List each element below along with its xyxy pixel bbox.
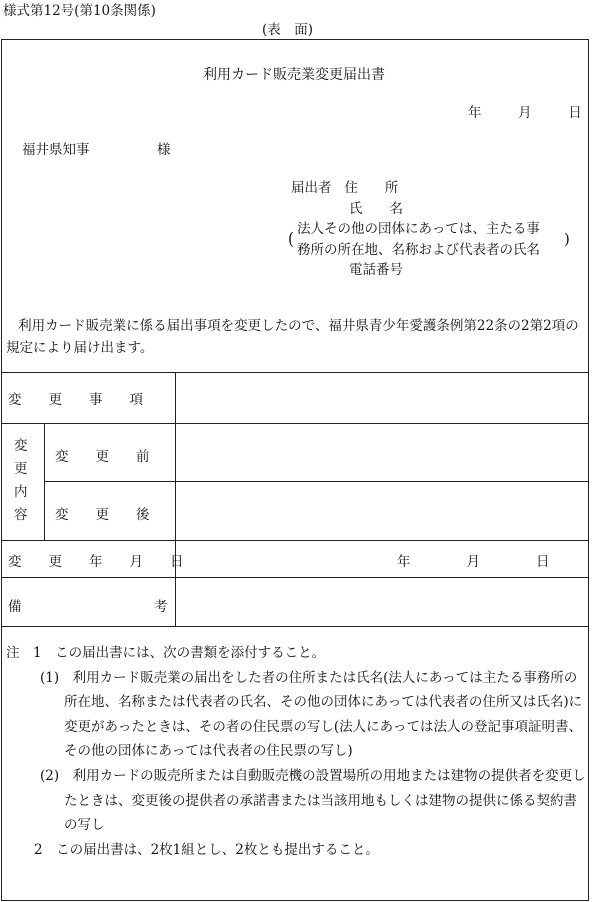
month-label: 月 — [518, 105, 532, 121]
rule-content-subcolumn — [44, 423, 45, 540]
rule-between-before-after — [44, 481, 589, 482]
change-content-char-1: 変 — [14, 438, 28, 454]
corp-note-line-2: 務所の所在地、名称および代表者の氏名 — [297, 241, 540, 258]
submission-date — [468, 101, 582, 121]
note-2: 2 この届出書は、2枚1組とし、2枚とも提出すること。 — [34, 841, 379, 858]
filer-block: 届出者 住 所 氏 名 ( 法人その他の団体にあっては、主たる事 務所の所在地、名称および代表者の氏名 ) 電話番号 — [288, 180, 570, 278]
remarks-label-2: 考 — [154, 599, 168, 615]
before-label: 変 更 前 — [55, 449, 150, 465]
note-1: 注 1 この届出書には、次の書類を添付すること。 — [6, 645, 326, 661]
change-month-label: 月 — [466, 554, 480, 570]
rule-after-content — [1, 540, 589, 541]
rule-after-item — [1, 423, 589, 424]
change-content-char-2: 更 — [14, 461, 28, 477]
change-content-char-4: 容 — [14, 507, 28, 523]
rule-after-remarks — [1, 626, 589, 627]
filer-name-label: 氏 名 — [349, 200, 403, 217]
remarks-label-1: 備 — [8, 599, 22, 615]
rule-label-column — [175, 372, 176, 626]
change-date-label: 変 更 年 月 日 — [8, 554, 184, 570]
form-number: 様式第12号(第10条関係) — [3, 3, 156, 19]
change-content-label — [14, 435, 30, 527]
declaration-text: 利用カード販売業に係る届出事項を変更したので、福井県青少年愛護条例第22条の2第2項の規定により届け出ます。 — [6, 318, 579, 356]
corp-note-line-1: 法人その他の団体にあっては、主たる事 — [297, 221, 540, 237]
day-label: 日 — [568, 105, 582, 121]
filer-address-label: 住 所 — [344, 180, 399, 196]
change-date-value — [397, 550, 550, 570]
note-1-item-1: (1) 利用カード販売業の届出をした者の住所または氏名(法人にあっては主たる事務所の所在地、名称または代表者の氏名、その他の団体にあっては代表者の住所又は氏名)に変更があったときは、その者の住民票の写し(法人にあっては法人の登記事項証明書、その他の団体にあっては代表者の住民票の写し) — [40, 669, 583, 760]
after-label: 変 更 後 — [55, 507, 150, 523]
rule-top-table — [1, 372, 589, 373]
change-year-label: 年 — [397, 554, 411, 570]
change-day-label: 日 — [536, 554, 550, 570]
change-content-char-3: 内 — [14, 484, 28, 500]
notes-section — [6, 641, 586, 862]
addressee: 福井県知事 様 — [22, 142, 171, 158]
side-label: (表 面) — [262, 22, 314, 38]
change-item-label: 変 更 事 項 — [8, 392, 143, 408]
filer-label: 届出者 — [291, 180, 332, 196]
rule-after-date — [1, 577, 589, 578]
form-title: 利用カード販売業変更届出書 — [203, 67, 385, 83]
filer-phone-label: 電話番号 — [349, 262, 403, 278]
year-label: 年 — [468, 105, 482, 121]
note-1-item-2: (2) 利用カードの販売所または自動販売機の設置場所の用地または建物の提供者を変更したときは、変更後の提供者の承諾書または当該用地もしくは建物の提供に係る契約書の写し — [40, 767, 586, 834]
